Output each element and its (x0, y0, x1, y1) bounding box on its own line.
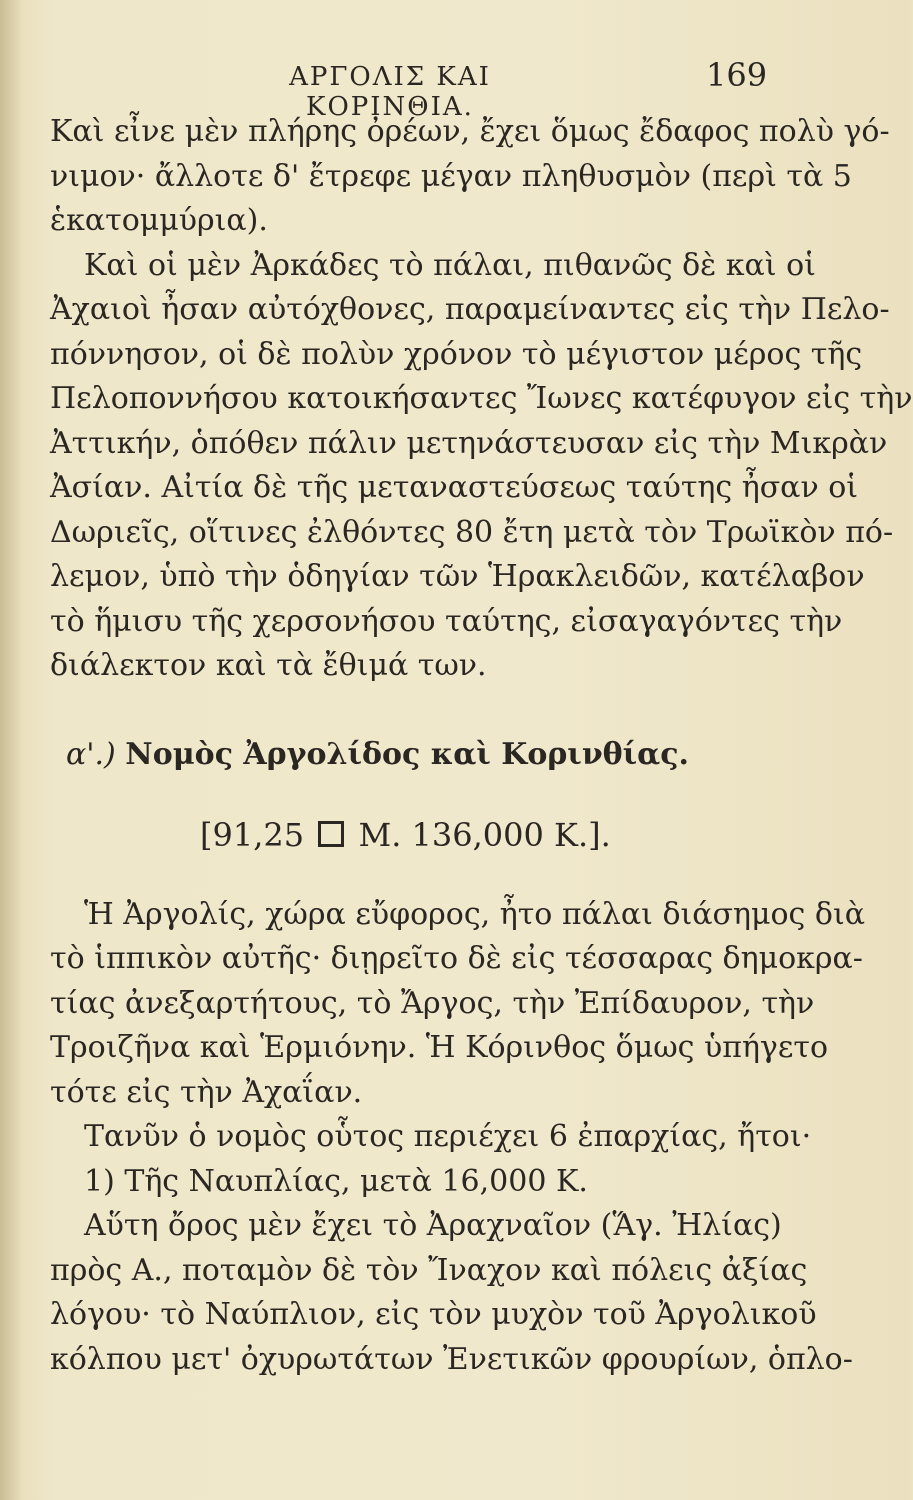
section-heading (50, 729, 795, 781)
paragraph (50, 1160, 795, 1205)
text-line: λεμον, ὑπὸ τὴν ὁδηγίαν τῶν Ἡρακλειδῶν, κατέλαβον (50, 559, 865, 594)
text-line: Καὶ οἱ μὲν Ἀρκάδες τὸ πάλαι, πιθανῶς δὲ καὶ οἱ (84, 247, 816, 283)
text-line: Ἡ Ἀργολίς, χώρα εὔφορος, ἦτο πάλαι διάσημος διὰ (84, 896, 865, 932)
running-title: ΑΡΓΟΛΙΣ ΚΑΙ ΚΟΡΙΝΘΙΑ. (289, 62, 491, 122)
text-line: 1) Τῆς Ναυπλίας, μετὰ 16,000 Κ. (84, 1163, 588, 1199)
text-line: Τανῦν ὁ νομὸς οὗτος περιέχει 6 ἐπαρχίας, ἤτοι· (84, 1119, 812, 1154)
text-line: τὸ ἱππικὸν αὐτῆς· διῃρεῖτο δὲ εἰς τέσσαρας δημοκρα- (50, 941, 863, 976)
page-number: 169 (706, 56, 768, 94)
population-value: Μ. 136,000 Κ.]. (358, 815, 611, 854)
paragraph (50, 110, 890, 244)
text-line: τίας ἀνεξαρτήτους, τὸ Ἄργος, τὴν Ἐπίδαυρον, τὴν (50, 985, 815, 1021)
text-line: ἑκατομμύρια). (50, 203, 268, 238)
text-line: Ἀττικήν, ὁπόθεν πάλιν μετηνάστευσαν εἰς τὴν Μικρὰν (50, 425, 888, 461)
text-line: Τροιζῆνα καὶ Ἑρμιόνην. Ἡ Κόρινθος ὅμως ὑπήγετο (50, 1030, 829, 1065)
page-gutter-shadow (0, 0, 22, 1500)
text-line: νιμον· ἄλλοτε δ' ἔτρεφε μέγαν πληθυσμὸν (περὶ τὰ 5 (50, 158, 852, 194)
text-line: κόλπου μετ' ὀχυρωτάτων Ἐνετικῶν φρουρίων, ὁπλο- (50, 1341, 853, 1377)
paragraph (50, 244, 913, 689)
section-statistics (50, 805, 795, 865)
text-line: Ἀσίαν. Αἰτία δὲ τῆς μεταναστεύσεως ταύτης ἦσαν οἱ (50, 470, 859, 505)
text-line: Ἀχαιοὶ ἦσαν αὐτόχθονες, παραμείναντες εἰς τὴν Πελο- (50, 292, 890, 327)
text-line: τότε εἰς τὴν Ἀχαΐαν. (50, 1074, 363, 1110)
text-line: πρὸς Α., ποταμὸν δὲ τὸν Ἴναχον καὶ πόλεις ἀξίας (50, 1252, 808, 1288)
text-line: λόγου· τὸ Ναύπλιον, εἰς τὸν μυχὸν τοῦ Ἀργολικοῦ (50, 1297, 817, 1332)
section-label: α'.) (66, 736, 116, 772)
paragraph (50, 1204, 853, 1382)
area-value: [91,25 (200, 815, 305, 854)
text-line: Καὶ εἶνε μὲν πλήρης ὀρέων, ἔχει ὅμως ἔδαφος πολὺ γό- (50, 114, 890, 149)
paragraph (50, 893, 865, 1116)
text-line: διάλεκτον καὶ τὰ ἔθιμά των. (50, 648, 487, 683)
text-line: Αὕτη ὄρος μὲν ἔχει τὸ Ἀραχναῖον (Ἅγ. Ἠλίας) (84, 1208, 782, 1243)
text-line: Δωριεῖς, οἵτινες ἐλθόντες 80 ἔτη μετὰ τὸν Τρωϊκὸν πό- (50, 514, 894, 550)
text-line: Πελοποννήσου κατοικήσαντες Ἴωνες κατέφυγον εἰς τὴν (50, 381, 913, 416)
section-title: Νομὸς Ἀργολίδος καὶ Κορινθίας. (125, 736, 689, 772)
body-text (50, 110, 913, 1382)
text-line: τὸ ἥμισυ τῆς χερσονήσου ταύτης, εἰσαγαγόντες τὴν (50, 603, 843, 639)
text-line: πόννησον, οἱ δὲ πολὺν χρόνον τὸ μέγιστον μέρος τῆς (50, 336, 863, 372)
square-icon (318, 821, 344, 847)
paragraph (50, 1115, 812, 1160)
